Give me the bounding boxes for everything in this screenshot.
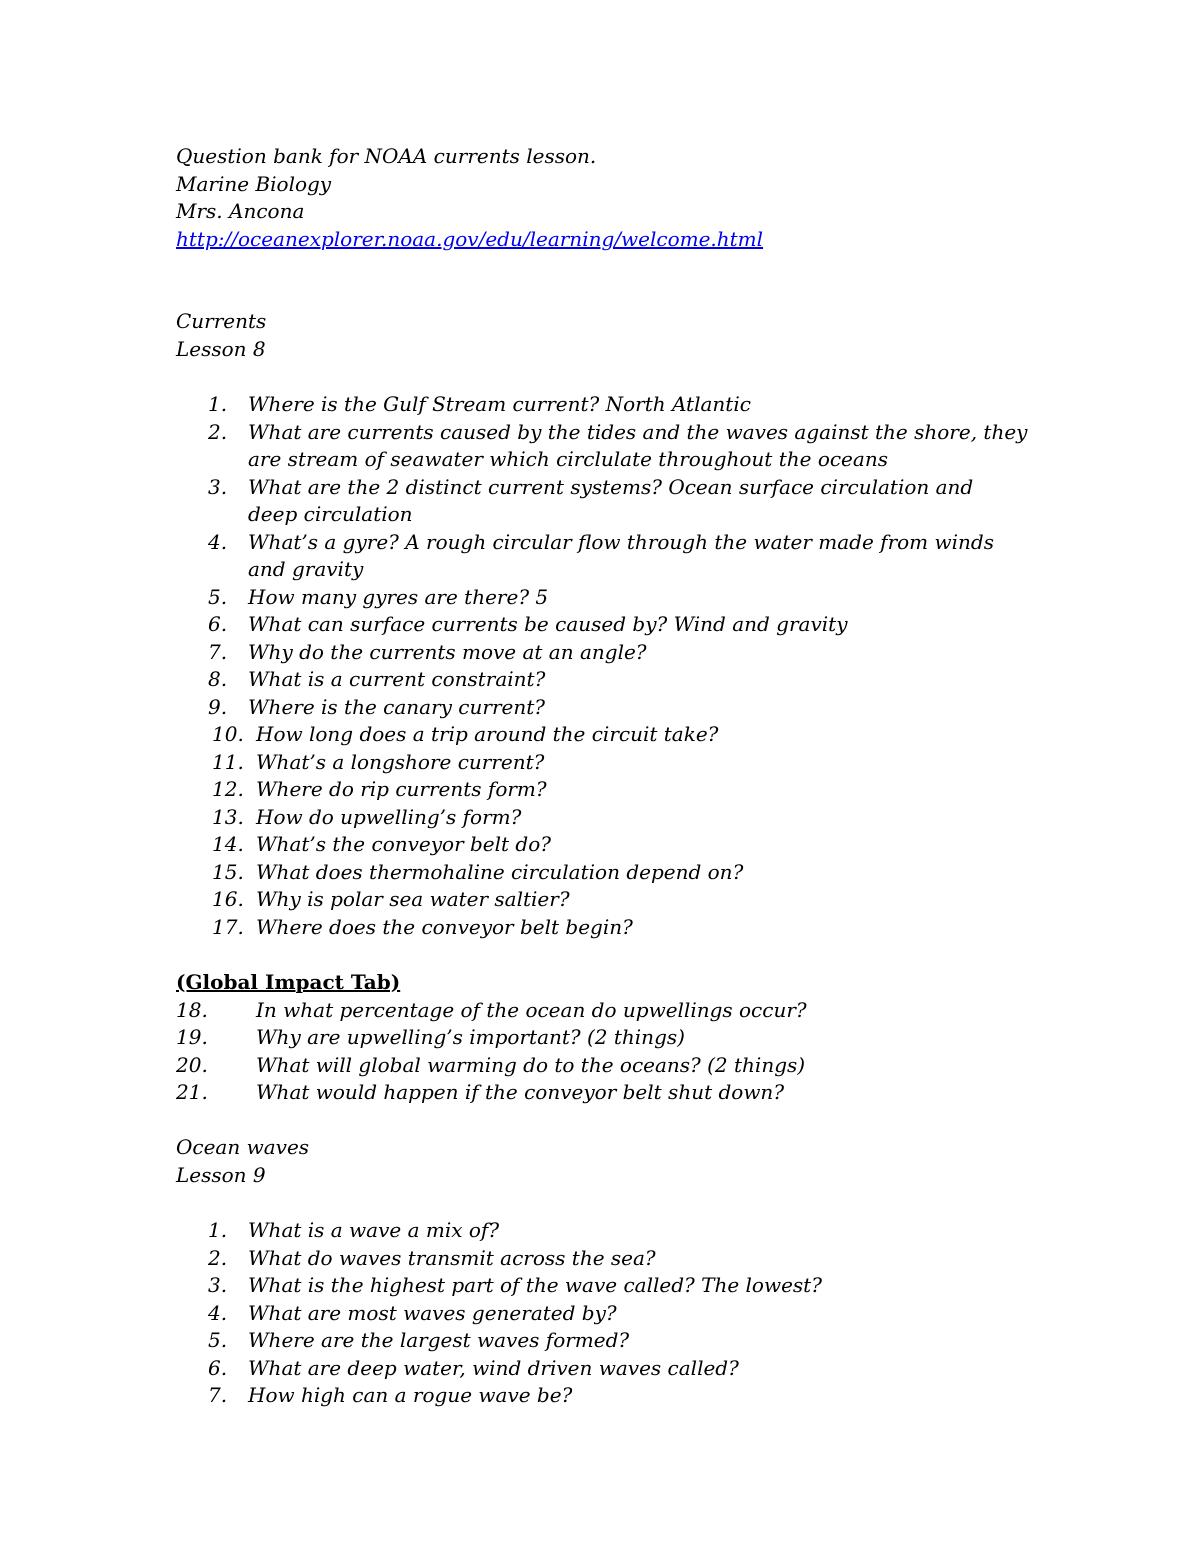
question-text: Why are upwelling’s important? (2 things) [256,1025,685,1049]
question-number: 1. [208,392,228,416]
question-number: 2. [208,1245,228,1270]
question-text: What’s a longshore current? [256,749,545,774]
section-lesson: Lesson 9 [176,1162,266,1187]
question-item [176,419,1028,474]
question-item [176,1052,1036,1080]
question-number: 12. [212,777,244,801]
question-item [176,611,1028,639]
currents-section-heading [176,308,1076,363]
question-number: 18. [176,997,208,1022]
question-text: What is the highest part of the wave called? The lowest? [248,1273,822,1297]
question-number: 19. [176,1025,208,1049]
question-item [176,1355,1028,1383]
question-text: Where is the Gulf Stream current? North Atlantic [248,392,751,416]
question-number: 2. [208,419,228,444]
question-number: 21. [176,1080,208,1104]
question-item [176,1300,1028,1328]
question-item [176,391,1028,419]
question-text: How long does a trip around the circuit take? [256,722,719,746]
question-item [176,1272,1028,1300]
question-number: 4. [208,1300,228,1325]
question-item [176,1327,1028,1355]
question-number: 14. [212,832,244,856]
waves-question-list [176,1217,1076,1410]
question-text: Where are the largest waves formed? [248,1328,630,1352]
question-number: 10. [212,722,244,746]
question-item [176,1382,1028,1410]
question-text: What is a current constraint? [248,667,546,691]
section-topic: Ocean waves [176,1135,310,1159]
question-text: What are most waves generated by? [248,1300,617,1325]
question-text: What are the 2 distinct current systems? Ocean surface circulation and deep circulation [248,474,974,526]
question-text: Where do rip currents form? [256,777,547,801]
question-text: Why is polar sea water saltier? [256,887,570,911]
question-text: In what percentage of the ocean do upwellings occur? [256,997,807,1022]
document-header [176,143,1076,253]
question-text: Why do the currents move at an angle? [248,639,647,664]
question-number: 9. [208,694,228,719]
section-topic: Currents [176,309,267,333]
question-item [176,1245,1028,1273]
question-number: 6. [208,612,228,636]
question-item [176,776,1036,804]
question-number: 3. [208,1273,228,1297]
question-number: 5. [208,584,228,609]
question-item [176,886,1036,914]
question-number: 5. [208,1328,228,1352]
question-number: 20. [176,1052,208,1077]
question-text: What’s the conveyor belt do? [256,832,551,856]
question-text: Where does the conveyor belt begin? [256,914,633,939]
currents-question-list [176,391,1076,941]
question-number: 8. [208,667,228,691]
global-impact-heading: (Global Impact Tab) [176,970,401,994]
global-impact-section [176,969,1076,1107]
question-item [176,721,1036,749]
question-text: How many gyres are there? 5 [248,584,549,609]
question-number: 6. [208,1355,228,1380]
question-item [176,474,1028,529]
question-text: What are deep water, wind driven waves called? [248,1355,739,1380]
question-item [176,804,1036,832]
question-item [176,831,1036,859]
question-item [176,859,1036,887]
question-number: 16. [212,887,244,911]
course-name: Marine Biology [176,171,332,196]
question-number: 15. [212,859,244,884]
question-text: What do waves transmit across the sea? [248,1245,656,1270]
question-number: 7. [208,639,228,664]
question-text: What are currents caused by the tides and the waves against the shore, they are stream of seawater which circlulate throughout the oceans [248,419,1028,471]
question-item [176,997,1036,1025]
question-text: What does thermohaline circulation depend on? [256,859,744,884]
question-number: 3. [208,474,228,499]
question-item [176,1217,1028,1245]
document-title: Question bank for NOAA currents lesson. [176,144,597,168]
teacher-name: Mrs. Ancona [176,199,305,223]
question-text: What would happen if the conveyor belt shut down? [256,1080,785,1104]
question-text: How do upwelling’s form? [256,804,522,829]
question-number: 17. [212,914,244,939]
question-text: What’s a gyre? A rough circular flow through the water made from winds and gravity [248,529,994,581]
question-item [176,584,1028,612]
question-number: 4. [208,529,228,554]
question-number: 13. [212,804,244,829]
resource-link[interactable]: http://oceanexplorer.noaa.gov/edu/learning/welcome.html [176,226,764,251]
waves-section-heading [176,1134,1076,1189]
question-item [176,639,1028,667]
question-number: 1. [208,1218,228,1242]
question-number: 7. [208,1383,228,1407]
question-item [176,666,1028,694]
question-item [176,749,1036,777]
question-text: Where is the canary current? [248,694,545,719]
question-text: What will global warming do to the oceans? (2 things) [256,1052,806,1077]
question-item [176,529,1028,584]
question-text: What is a wave a mix of? [248,1218,500,1242]
question-item [176,1024,1036,1052]
question-text: What can surface currents be caused by? Wind and gravity [248,612,848,636]
question-item [176,1079,1036,1107]
question-text: How high can a rogue wave be? [248,1383,573,1407]
question-item [176,694,1028,722]
question-item [176,914,1036,942]
question-number: 11. [212,749,244,774]
section-lesson: Lesson 8 [176,336,266,361]
